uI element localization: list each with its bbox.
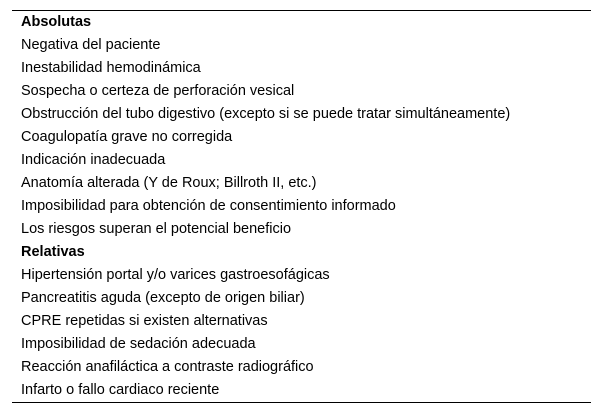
list-item: Coagulopatía grave no corregida	[21, 129, 233, 145]
contraindications-table	[12, 10, 591, 403]
section-heading: Absolutas	[21, 14, 92, 30]
list-item: Obstrucción del tubo digestivo (excepto si se puede tratar simultáneamente)	[21, 106, 511, 122]
list-item: CPRE repetidas si existen alternativas	[21, 313, 268, 329]
list-item: Indicación inadecuada	[21, 152, 166, 168]
list-item: Negativa del paciente	[21, 37, 161, 53]
list-item: Los riesgos superan el potencial beneficio	[21, 221, 292, 237]
section-heading: Relativas	[21, 244, 85, 260]
list-item: Pancreatitis aguda (excepto de origen biliar)	[21, 290, 305, 306]
list-item: Inestabilidad hemodinámica	[21, 60, 201, 76]
list-item: Infarto o fallo cardiaco reciente	[21, 382, 220, 398]
section-relativas	[12, 241, 591, 402]
section-absolutas	[12, 11, 591, 241]
list-item: Reacción anafiláctica a contraste radiográfico	[21, 359, 314, 375]
list-item: Imposibilidad de sedación adecuada	[21, 336, 256, 352]
list-item: Anatomía alterada (Y de Roux; Billroth II, etc.)	[21, 175, 317, 191]
list-item: Sospecha o certeza de perforación vesical	[21, 83, 295, 99]
list-item: Hipertensión portal y/o varices gastroesofágicas	[21, 267, 330, 283]
list-item: Imposibilidad para obtención de consentimiento informado	[21, 198, 396, 214]
